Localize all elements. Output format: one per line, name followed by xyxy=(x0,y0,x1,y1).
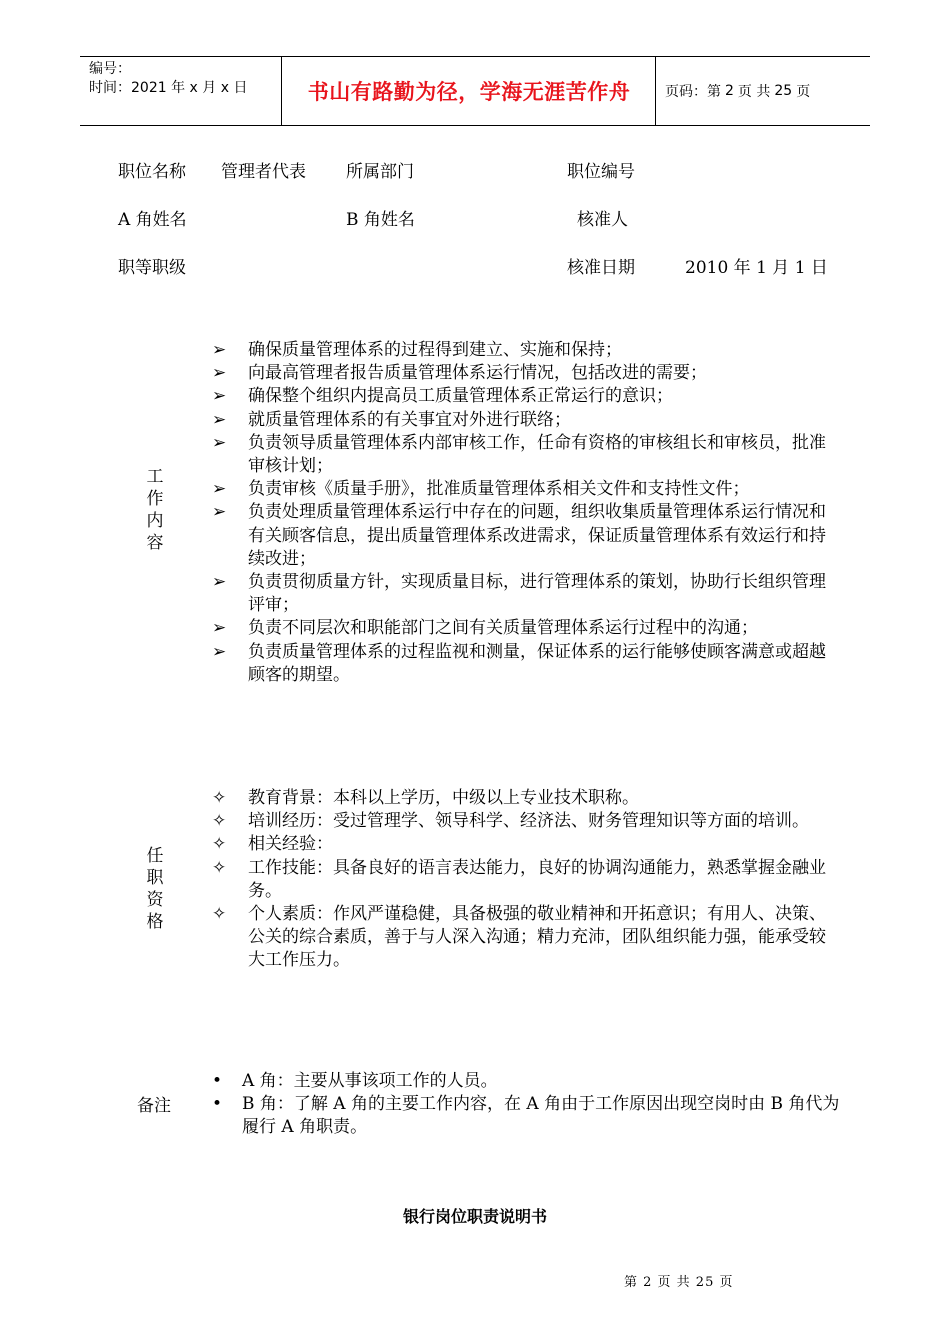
list-item: ➢ 确保整个组织内提高员工质量管理体系正常运行的意识； xyxy=(212,385,842,408)
list-item: ➢ 负责审核《质量手册》，批准质量管理体系相关文件和支持性文件； xyxy=(212,478,842,501)
arrowhead-bullet-icon: ➢ xyxy=(212,363,227,384)
list-item: ✧ 个人素质：作风严谨稳健，具备极强的敬业精神和开拓意识；有用人、决策、公关的综合素质，善于与人深入沟通；精力充沛，团队组织能力强，能承受较大工作压力。 xyxy=(212,904,826,971)
dot-bullet-icon: • xyxy=(212,1071,223,1091)
list-item: ➢ 确保质量管理体系的过程得到建立、实施和保持； xyxy=(212,339,842,362)
four-point-star-bullet-icon: ✧ xyxy=(212,857,227,878)
header-motto: 书山有路勤为径，学海无涯苦作舟 xyxy=(307,80,631,104)
header-divider xyxy=(655,57,656,125)
page-header xyxy=(80,56,870,126)
dot-bullet-icon: • xyxy=(212,1094,223,1115)
a-name-label: A 角姓名 xyxy=(118,210,187,230)
approve-date-value: 2010 年 1 月 1 日 xyxy=(685,258,828,278)
label-char: 作 xyxy=(146,489,164,509)
approver-label: 核准人 xyxy=(577,210,628,230)
label-char: 工 xyxy=(146,467,164,487)
position-name-value: 管理者代表 xyxy=(221,162,306,182)
list-item: ✧ 培训经历：受过管理学、领导科学、经济法、财务管理知识等方面的培训。 xyxy=(212,810,842,833)
page-number: 2 xyxy=(725,83,734,99)
grade-label: 职等职级 xyxy=(118,258,186,278)
page-end: 页 xyxy=(796,84,811,100)
arrowhead-bullet-icon: ➢ xyxy=(212,386,227,407)
list-item: ➢ 负责领导质量管理体系内部审核工作，任命有资格的审核组长和审核员，批准审核计划； xyxy=(212,432,826,477)
document-number-label: 编号： xyxy=(89,61,131,77)
document-time-label: 时间：2021 年 x 月 x 日 xyxy=(89,80,248,96)
document-title: 银行岗位职责说明书 xyxy=(402,1207,547,1226)
work-content-label xyxy=(145,466,165,554)
arrowhead-bullet-icon: ➢ xyxy=(212,479,227,500)
page-footer: 第 2 页 共 25 页 xyxy=(624,1275,734,1290)
list-item: ✧ 工作技能：具备良好的语言表达能力，良好的协调沟通能力，熟悉掌握金融业务。 xyxy=(212,857,826,901)
approve-date-label: 核准日期 xyxy=(567,258,635,278)
list-item: ➢ 负责不同层次和职能部门之间有关质量管理体系运行过程中的沟通； xyxy=(212,617,842,640)
page-label: 页码：第 xyxy=(665,84,721,100)
arrowhead-bullet-icon: ➢ xyxy=(212,409,227,430)
list-item: ➢ 就质量管理体系的有关事宜对外进行联络； xyxy=(212,409,842,432)
four-point-star-bullet-icon: ✧ xyxy=(212,834,227,855)
b-name-label: B 角姓名 xyxy=(346,210,415,230)
department-label: 所属部门 xyxy=(346,162,414,182)
arrowhead-bullet-icon: ➢ xyxy=(212,432,227,453)
arrowhead-bullet-icon: ➢ xyxy=(212,502,227,523)
list-item: ✧ 教育背景：本科以上学历，中级以上专业技术职称。 xyxy=(212,787,842,810)
label-char: 内 xyxy=(146,511,164,531)
arrowhead-bullet-icon: ➢ xyxy=(212,618,227,639)
label-char: 资 xyxy=(146,890,164,910)
position-name-label: 职位名称 xyxy=(118,162,186,182)
list-item: ✧ 相关经验： xyxy=(212,833,842,856)
label-char: 格 xyxy=(146,912,164,932)
position-code-label: 职位编号 xyxy=(567,162,635,182)
qualification-list xyxy=(212,787,842,973)
arrowhead-bullet-icon: ➢ xyxy=(212,641,227,662)
header-page-info xyxy=(665,57,814,125)
page-mid: 页 共 xyxy=(737,84,771,100)
label-char: 容 xyxy=(146,533,164,553)
four-point-star-bullet-icon: ✧ xyxy=(212,788,227,808)
list-item: • B 角：了解 A 角的主要工作内容，在 A 角由于工作原因出现空岗时由 B 角代为履行 A 角职责。 xyxy=(212,1094,840,1138)
four-point-star-bullet-icon: ✧ xyxy=(212,811,227,832)
notes-label: 备注 xyxy=(137,1096,171,1116)
arrowhead-bullet-icon: ➢ xyxy=(212,572,227,593)
list-item: ➢ 负责贯彻质量方针，实现质量目标，进行管理体系的策划，协助行长组织管理评审； xyxy=(212,572,826,616)
four-point-star-bullet-icon: ✧ xyxy=(212,904,227,925)
list-item: ➢ 负责处理质量管理体系运行中存在的问题，组织收集质量管理体系运行情况和有关顾客信息，提出质量管理体系改进需求，保证质量管理体系有效运行和持续改进； xyxy=(212,502,826,569)
header-meta xyxy=(89,60,247,98)
list-item: ➢ 负责质量管理体系的过程监视和测量，保证体系的运行能够使顾客满意或超越顾客的期望。 xyxy=(212,641,826,685)
arrowhead-bullet-icon: ➢ xyxy=(212,340,227,360)
qualification-label xyxy=(145,845,165,933)
page-total: 25 xyxy=(774,83,793,99)
notes-list xyxy=(212,1070,842,1140)
list-item: • A 角：主要从事该项工作的人员。 xyxy=(212,1070,842,1093)
work-content-list xyxy=(212,339,842,687)
list-item: ➢ 向最高管理者报告质量管理体系运行情况，包括改进的需要； xyxy=(212,362,842,385)
label-char: 职 xyxy=(146,868,164,888)
label-char: 任 xyxy=(146,846,164,866)
